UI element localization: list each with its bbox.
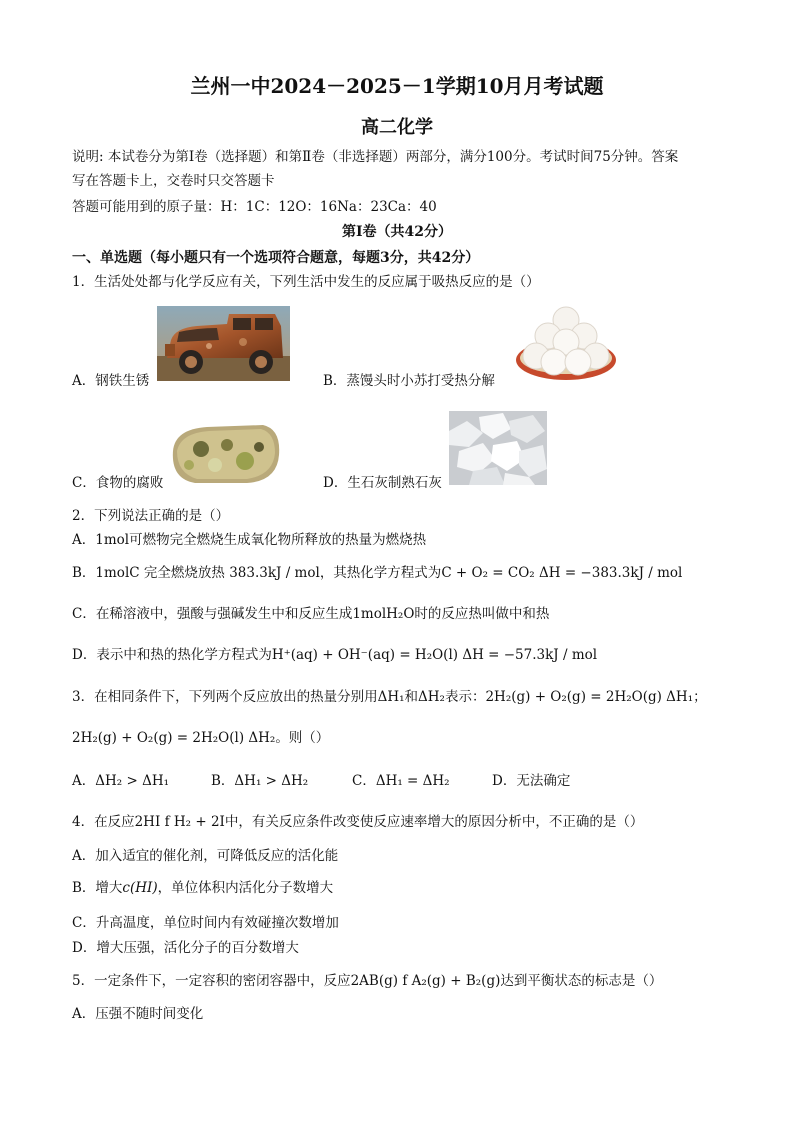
- q2-option-d-prefix: D．表示中和热的热化学方程式为: [72, 647, 272, 663]
- quicklime-image: [449, 411, 547, 485]
- q2-option-d-equation: H⁺(aq) + OH⁻(aq) = H₂O(l) ΔH = −57.3kJ / mol: [271, 647, 598, 663]
- q3-stem-prefix: 3．在相同条件下，下列两个反应放出的热量分别用ΔH₁和ΔH₂表示：: [72, 689, 486, 705]
- q4-option-d: D．增大压强，活化分子的百分数增大: [72, 940, 299, 956]
- q4-option-b-prefix: B．增大: [72, 880, 123, 896]
- q1-option-b: B．蒸馒头时小苏打受热分解: [323, 373, 495, 389]
- q4-option-b: [72, 879, 333, 897]
- q3-equation-1: 2H₂(g) + O₂(g) = 2H₂O(g) ΔH₁；: [485, 689, 707, 705]
- q4-stem: [72, 813, 643, 831]
- q4-reaction: 2HI f H₂ + 2I: [134, 814, 225, 830]
- q1-stem: 1．生活处处都与化学反应有关，下列生活中发生的反应属于吸热反应的是（）: [72, 274, 540, 290]
- q2-option-c: C．在稀溶液中，强酸与强碱发生中和反应生成1molH₂O时的反应热叫做中和热: [72, 606, 550, 622]
- q3-option-c: C．ΔH₁ = ΔH₂: [352, 773, 450, 789]
- instructions-line2: 写在答题卡上，交卷时只交答题卡: [72, 173, 275, 189]
- q5-stem-prefix: 5．一定条件下，一定容积的密闭容器中，反应: [72, 973, 351, 989]
- q3-stem-line2: [72, 729, 329, 747]
- q1-option-a: A．钢铁生锈: [72, 373, 150, 389]
- instructions-line1: 说明: 本试卷分为第Ⅰ卷（选择题）和第Ⅱ卷（非选择题）两部分，满分100分。考试时间75分钟。答案: [72, 149, 679, 165]
- q5-reaction: 2AB(g) f A₂(g) + B₂(g): [350, 973, 501, 989]
- q1-option-d: D．生石灰制熟石灰: [323, 475, 442, 491]
- q3-stem-suffix: 。则（）: [275, 730, 330, 746]
- q5-stem-suffix: 达到平衡状态的标志是（）: [500, 973, 663, 989]
- steamed-buns-image: [512, 306, 620, 384]
- q2-option-b: [72, 564, 682, 582]
- q5-stem: [72, 972, 662, 990]
- q2-option-b-mid: ，其热化学方程式为: [319, 565, 442, 581]
- q4-stem-prefix: 4．在反应: [72, 814, 135, 830]
- q1-option-c: C．食物的腐败: [72, 475, 164, 491]
- q5-option-a: A．压强不随时间变化: [72, 1006, 204, 1022]
- q4-option-b-suffix: ，单位体积内活化分子数增大: [157, 880, 334, 896]
- q2-option-b-prefix: B．1molC 完全燃烧放热: [72, 565, 225, 581]
- q2-option-d: [72, 646, 597, 664]
- q2-option-b-equation: C + O₂ = CO₂ ΔH = −383.3kJ / mol: [441, 565, 683, 581]
- q4-option-a: A．加入适宜的催化剂，可降低反应的活化能: [72, 848, 339, 864]
- atomic-masses: 答题可能用到的原子量：H：1C：12O：16Na：23Ca：40: [72, 199, 437, 215]
- q2-stem: 2．下列说法正确的是（）: [72, 508, 230, 524]
- moldy-food-image: [167, 421, 283, 487]
- q3-stem: [72, 688, 707, 706]
- q3-option-b: B．ΔH₁ > ΔH₂: [211, 773, 309, 789]
- q2-option-b-value: 383.3kJ / mol: [229, 565, 320, 581]
- q2-option-a: A．1mol可燃物完全燃烧生成氧化物所释放的热量为燃烧热: [72, 532, 427, 548]
- q3-option-d: D．无法确定: [492, 773, 571, 789]
- section-heading: 一、单选题（每小题只有一个选项符合题意，每题3分，共42分）: [72, 250, 480, 266]
- exam-subject: 高二化学: [361, 117, 433, 138]
- q3-option-a: A．ΔH₂ > ΔH₁: [72, 773, 170, 789]
- q4-stem-suffix: 中，有关反应条件改变使反应速率增大的原因分析中，不正确的是（）: [224, 814, 644, 830]
- q4-option-b-concentration: c(HI): [122, 880, 158, 896]
- q3-equation-2: 2H₂(g) + O₂(g) = 2H₂O(l) ΔH₂: [72, 730, 276, 746]
- q4-option-c: C．升高温度，单位时间内有效碰撞次数增加: [72, 915, 339, 931]
- exam-title: 兰州一中2024－2025－1学期10月月考试题: [190, 74, 604, 98]
- rusty-car-image: [157, 306, 290, 381]
- part1-heading: 第Ⅰ卷（共42分）: [341, 224, 453, 240]
